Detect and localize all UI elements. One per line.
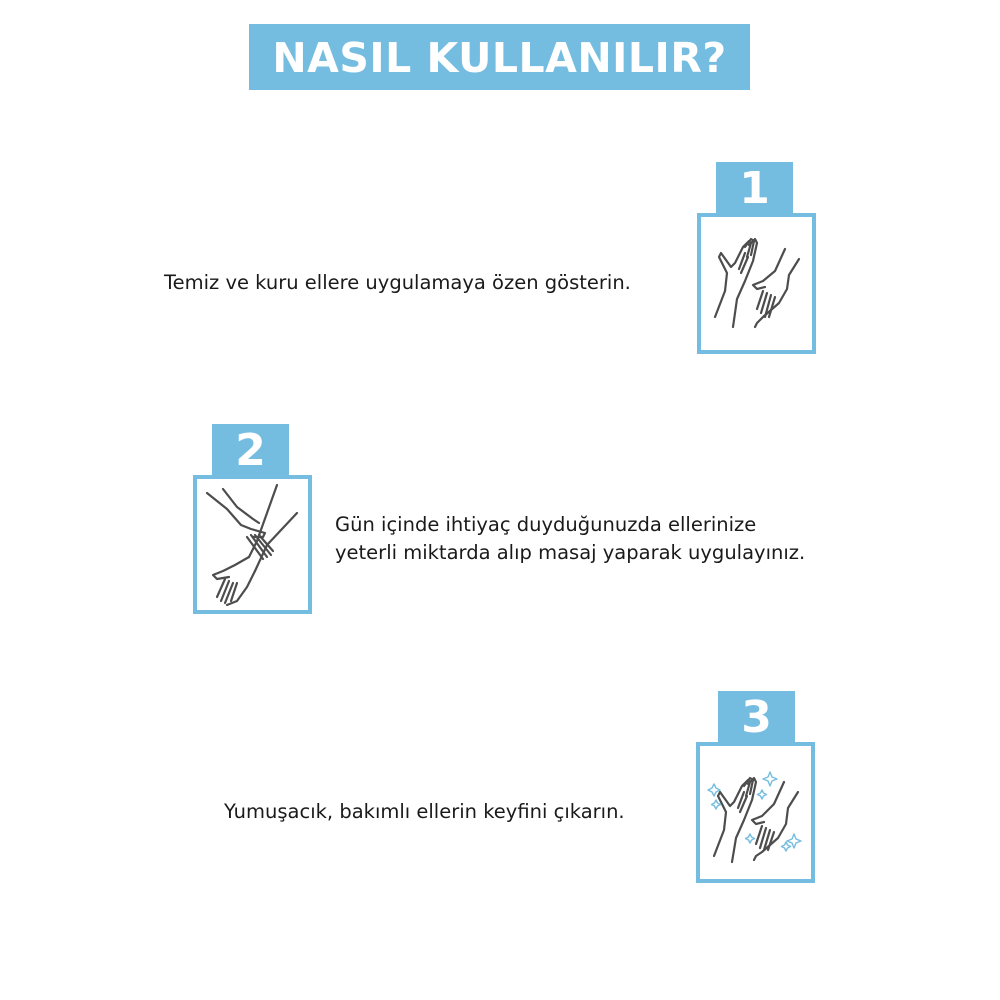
title-banner xyxy=(249,24,750,90)
step-1-text-line: Temiz ve kuru ellere uygulamaya özen gösterin. xyxy=(164,271,631,294)
step-3-icon-box xyxy=(696,742,815,883)
step-1-number: 1 xyxy=(739,162,770,214)
hands-open-icon xyxy=(701,217,812,350)
page-title: NASIL KULLANILIR? xyxy=(272,33,727,82)
step-2-number: 2 xyxy=(235,424,266,476)
step-2-text-line-2: yeterli miktarda alıp masaj yaparak uygulayınız. xyxy=(335,541,806,564)
step-1-icon-box xyxy=(697,213,816,354)
step-2-number-tab xyxy=(212,424,289,475)
step-3-number-tab xyxy=(718,691,795,742)
step-3-text-line: Yumuşacık, bakımlı ellerin keyfini çıkarın. xyxy=(224,800,625,823)
step-3-text xyxy=(224,798,625,826)
step-2-icon-box xyxy=(193,475,312,614)
step-2-text-line-1: Gün içinde ihtiyaç duyduğunuzda ellerinize xyxy=(335,513,757,536)
step-3-number: 3 xyxy=(741,691,772,743)
step-1-text xyxy=(164,269,631,297)
step-1-number-tab xyxy=(716,162,793,213)
hands-sparkle-icon xyxy=(700,746,811,879)
hands-massage-icon xyxy=(197,479,308,610)
step-2-text xyxy=(335,511,805,567)
